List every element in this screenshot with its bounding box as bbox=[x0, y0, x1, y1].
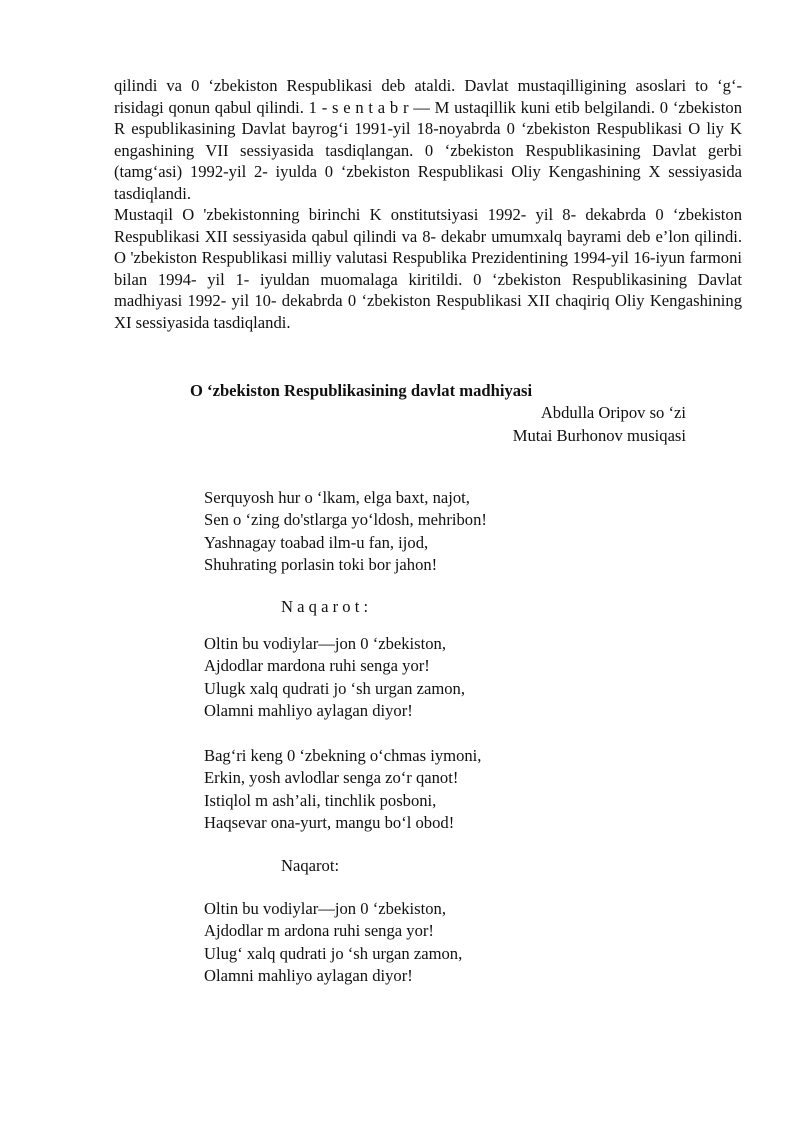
verse-line: Serquyosh hur o ‘lkam, elga baxt, najot, bbox=[204, 488, 470, 507]
anthem-title: O ‘zbekiston Respublikasining davlat madhiyasi bbox=[190, 381, 533, 400]
verse-line: Ajdodlar mardona ruhi senga yor! bbox=[204, 656, 430, 676]
music-credit: Mutai Burhonov musiqasi bbox=[512, 426, 686, 445]
verse-line: Ajdodlar m ardona ruhi senga yor! bbox=[204, 921, 434, 941]
verse-line: Shuhrating porlasin toki bor jahon! bbox=[204, 554, 438, 574]
verse-line: Bag‘ri keng 0 ‘zbekning o‘chmas iymoni, bbox=[204, 746, 482, 765]
verse-line: Olamni mahliyo aylagan diyor! bbox=[204, 700, 413, 720]
refrain-label-2: Naqarot: bbox=[281, 856, 340, 875]
refrain-label-1: N a q a r o t : bbox=[281, 597, 369, 616]
verse-line: Haqsevar ona-yurt, mangu bo‘l obod! bbox=[204, 812, 455, 832]
refrain-1 bbox=[204, 633, 465, 722]
verse-line: Istiqlol m ash’ali, tinchlik posboni, bbox=[204, 790, 437, 810]
verse-line: Sen o ‘zing do'stlarga yo‘ldosh, mehribon! bbox=[204, 510, 487, 530]
verse-line: Oltin bu vodiylar—jon 0 ‘zbekiston, bbox=[204, 634, 446, 653]
verse-line: Oltin bu vodiylar—jon 0 ‘zbekiston, bbox=[204, 899, 446, 918]
verse-line: Olamni mahliyo aylagan diyor! bbox=[204, 965, 413, 985]
lyrics-credit: Abdulla Oripov so ‘zi bbox=[540, 403, 686, 422]
verse-2 bbox=[204, 745, 481, 834]
intro-text bbox=[114, 75, 742, 333]
refrain-2 bbox=[204, 898, 462, 987]
verse-line: Ulugk xalq qudrati jo ‘sh urgan zamon, bbox=[204, 678, 465, 698]
verse-line: Erkin, yosh avlodlar senga zo‘r qanot! bbox=[204, 768, 459, 788]
intro-paragraph-2: Mustaqil O 'zbekistonning birinchi K onstitutsiyasi 1992- yil 8- dekabrda 0 ‘zbekiston Respublikasi XII sessiyasida qabul qilindi va 8- dekabr umumxalq bayrami deb e’lon qilindi. O 'zbekiston Respublikasi milliy valutasi Respublika Prezidentining 1994-yil 16-iyun farmoni bilan 1994- yil 1- iyuldan muomalaga kiritildi. 0 ‘zbekiston Respublikasining Davlat madhiyasi 1992- yil 10- dekabrda 0 ‘zbekiston Respublikasi XII chaqiriq Oliy Kengashining XI sessiyasida tasdiqlandi. bbox=[114, 205, 742, 332]
verse-line: Yashnagay toabad ilm-u fan, ijod, bbox=[204, 532, 429, 552]
intro-paragraph-1: qilindi va 0 ‘zbekiston Respublikasi deb ataldi. Davlat mustaqilligining asoslari to ‘g‘- risidagi qonun qabul qilindi. 1 - s e n t a b r — M ustaqillik kuni etib belgilandi. 0 ‘zbekiston R espublikasining Davlat bayrog‘i 1991-yil 18-noyabrda 0 ‘zbekiston Respublikasi O liy K engashining VII sessiyasida tasdiqlangan. 0 ‘zbekiston Respublikasining Davlat gerbi (tamg‘asi) 1992-yil 2- iyulda 0 ‘zbekiston Respublikasi Oliy Kengashining X sessiyasida tasdiqlandi. bbox=[114, 76, 742, 203]
verse-1 bbox=[204, 487, 487, 576]
verse-line: Ulug‘ xalq qudrati jo ‘sh urgan zamon, bbox=[204, 943, 463, 963]
